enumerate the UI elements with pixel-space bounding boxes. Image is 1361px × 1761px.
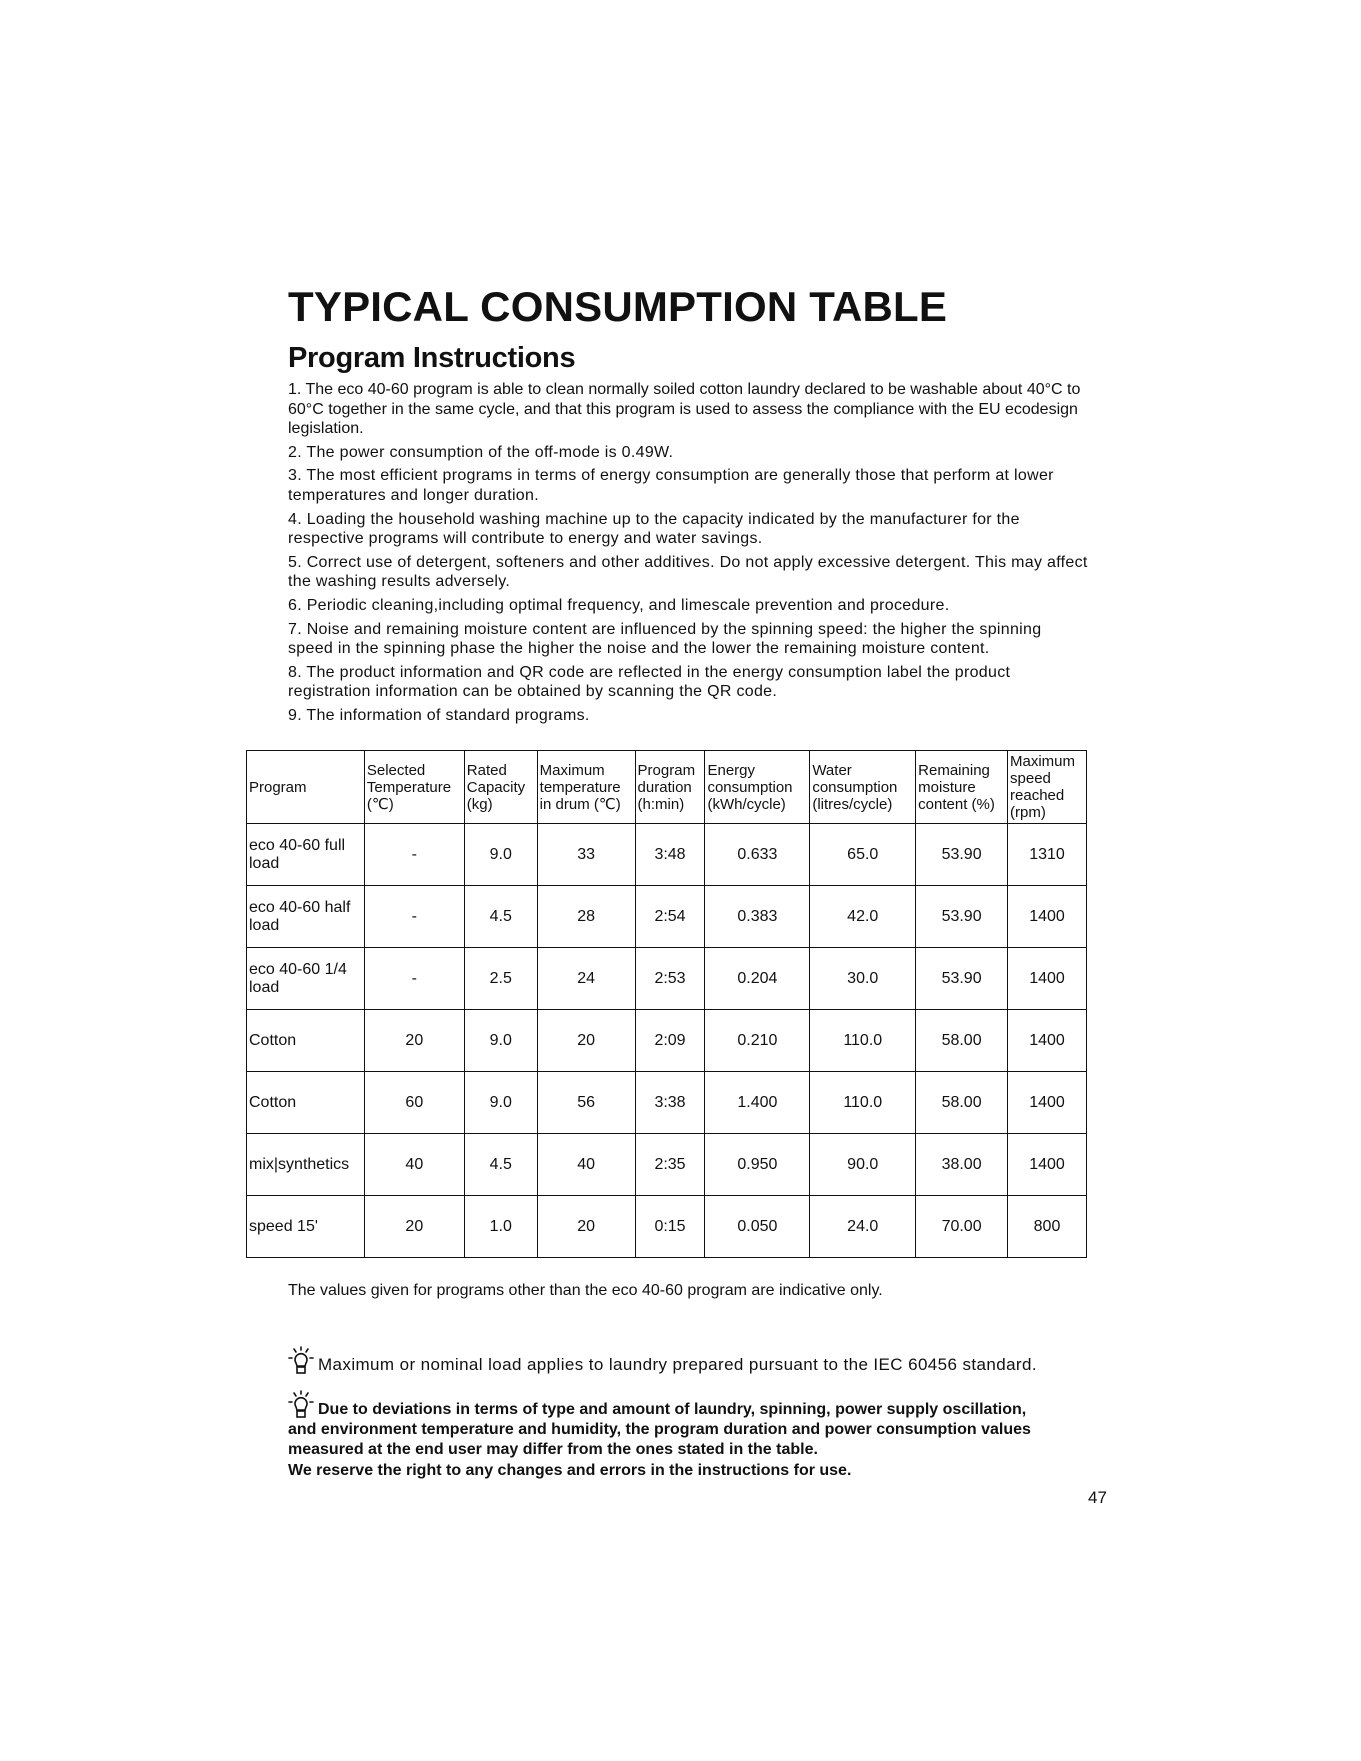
table-cell: 9.0 (464, 824, 537, 886)
instruction-item: 4. Loading the household washing machine up to the capacity indicated by the manufacturer for the respective programs will contribute to energy and water savings. (288, 510, 1020, 548)
reserve-rights-note: We reserve the right to any changes and errors in the instructions for use. (288, 1462, 852, 1479)
table-row (247, 1134, 1087, 1196)
header-max-speed: Maximum speed reached (rpm) (1008, 751, 1087, 824)
table-cell: 65.0 (810, 824, 916, 886)
table-cell: 30.0 (810, 948, 916, 1010)
table-cell: 1.400 (705, 1072, 810, 1134)
table-cell: 20 (364, 1010, 464, 1072)
program-instructions (288, 380, 1088, 730)
table-cell: 2:54 (635, 886, 705, 948)
header-program-duration: Program duration (h:min) (635, 751, 705, 824)
table-header-row (247, 751, 1087, 824)
table-cell: mix|synthetics (247, 1134, 365, 1196)
table-cell: 40 (364, 1134, 464, 1196)
section-subtitle: Program Instructions (288, 342, 576, 374)
table-cell: speed 15' (247, 1196, 365, 1258)
page-title: TYPICAL CONSUMPTION TABLE (288, 283, 948, 330)
table-cell: 42.0 (810, 886, 916, 948)
table-cell: 20 (537, 1196, 635, 1258)
table-cell: 2.5 (464, 948, 537, 1010)
header-energy-consumption: Energy consumption (kWh/cycle) (705, 751, 810, 824)
table-cell: 38.00 (916, 1134, 1008, 1196)
table-cell: 9.0 (464, 1072, 537, 1134)
table-cell: 24.0 (810, 1196, 916, 1258)
table-cell: 0.383 (705, 886, 810, 948)
table-cell: 800 (1008, 1196, 1087, 1258)
table-cell: eco 40-60 half load (247, 886, 365, 948)
consumption-table (246, 750, 1087, 1258)
header-rated-capacity: Rated Capacity (kg) (464, 751, 537, 824)
table-row (247, 886, 1087, 948)
table-cell: 53.90 (916, 948, 1008, 1010)
indicative-note: The values given for programs other than the eco 40-60 program are indicative only. (288, 1282, 883, 1299)
table-row (247, 1072, 1087, 1134)
table-cell: 2:09 (635, 1010, 705, 1072)
table-cell: 60 (364, 1072, 464, 1134)
table-cell: - (364, 948, 464, 1010)
instruction-item: 9. The information of standard programs. (288, 706, 590, 724)
table-cell: 2:53 (635, 948, 705, 1010)
table-row (247, 1196, 1087, 1258)
table-cell: 40 (537, 1134, 635, 1196)
table-cell: 0.210 (705, 1010, 810, 1072)
tip-load (288, 1346, 1037, 1376)
table-cell: eco 40-60 full load (247, 824, 365, 886)
table-cell: Cotton (247, 1072, 365, 1134)
header-max-temperature: Maximum temperature in drum (℃) (537, 751, 635, 824)
instruction-item: 3. The most efficient programs in terms of energy consumption are generally those that perform at lower temperatures and longer duration. (288, 467, 1054, 504)
table-cell: 3:38 (635, 1072, 705, 1134)
page-number: 47 (1088, 1488, 1107, 1507)
tip-load-text: Maximum or nominal load applies to laundry prepared pursuant to the IEC 60456 standard. (318, 1355, 1037, 1374)
table-cell: Cotton (247, 1010, 365, 1072)
lightbulb-icon (288, 1390, 314, 1420)
instruction-item: 7. Noise and remaining moisture content are influenced by the spinning speed: the higher the spinning speed in the spinning phase the higher the noise and the lower the remaining moisture content. (288, 620, 1042, 658)
table-cell: 0.950 (705, 1134, 810, 1196)
table-cell: 90.0 (810, 1134, 916, 1196)
table-cell: eco 40-60 1/4 load (247, 948, 365, 1010)
header-program: Program (247, 751, 365, 824)
table-cell: 53.90 (916, 886, 1008, 948)
table-cell: 53.90 (916, 824, 1008, 886)
table-cell: 110.0 (810, 1010, 916, 1072)
table-cell: 33 (537, 824, 635, 886)
table-cell: - (364, 886, 464, 948)
table-cell: 56 (537, 1072, 635, 1134)
table-cell: 4.5 (464, 1134, 537, 1196)
table-cell: 58.00 (916, 1072, 1008, 1134)
instruction-item: 5. Correct use of detergent, softeners and other additives. Do not apply excessive detergent. This may affect the washing results adversely. (288, 553, 1088, 591)
instruction-item: 6. Periodic cleaning,including optimal frequency, and limescale prevention and procedure. (288, 596, 950, 614)
instruction-item: 2. The power consumption of the off-mode is 0.49W. (288, 443, 674, 461)
table-cell: 20 (364, 1196, 464, 1258)
table-cell: 1310 (1008, 824, 1087, 886)
table-cell: 9.0 (464, 1010, 537, 1072)
table-cell: 24 (537, 948, 635, 1010)
table-cell: 1.0 (464, 1196, 537, 1258)
table-cell: 0.633 (705, 824, 810, 886)
tip-deviations (288, 1390, 1048, 1460)
instruction-item: 1. The eco 40-60 program is able to clean normally soiled cotton laundry declared to be washable about 40°C to 60°C together in the same cycle, and that this program is used to assess the compliance with the EU ecodesign legislation. (288, 381, 1081, 438)
table-cell: 20 (537, 1010, 635, 1072)
table-row (247, 824, 1087, 886)
table-cell: 110.0 (810, 1072, 916, 1134)
table-row (247, 1010, 1087, 1072)
table-cell: 2:35 (635, 1134, 705, 1196)
table-cell: 1400 (1008, 1072, 1087, 1134)
table-cell: 28 (537, 886, 635, 948)
tip-deviations-text: Due to deviations in terms of type and amount of laundry, spinning, power supply oscillation, and environment temperature and humidity, the program duration and power consumption values measured at the end user may differ from the ones stated in the table. (288, 1401, 1031, 1458)
instruction-item: 8. The product information and QR code are reflected in the energy consumption label the product registration information can be obtained by scanning the QR code. (288, 663, 1011, 701)
lightbulb-icon (288, 1346, 314, 1376)
table-cell: 1400 (1008, 948, 1087, 1010)
table-cell: 0:15 (635, 1196, 705, 1258)
table-cell: 58.00 (916, 1010, 1008, 1072)
header-remaining-moisture: Remaining moisture content (%) (916, 751, 1008, 824)
table-cell: 70.00 (916, 1196, 1008, 1258)
header-water-consumption: Water consumption (litres/cycle) (810, 751, 916, 824)
header-selected-temperature: Selected Temperature (℃) (364, 751, 464, 824)
table-cell: 4.5 (464, 886, 537, 948)
table-cell: 1400 (1008, 1010, 1087, 1072)
table-cell: 0.050 (705, 1196, 810, 1258)
table-cell: 1400 (1008, 1134, 1087, 1196)
table-cell: - (364, 824, 464, 886)
table-cell: 1400 (1008, 886, 1087, 948)
table-cell: 0.204 (705, 948, 810, 1010)
table-cell: 3:48 (635, 824, 705, 886)
table-row (247, 948, 1087, 1010)
